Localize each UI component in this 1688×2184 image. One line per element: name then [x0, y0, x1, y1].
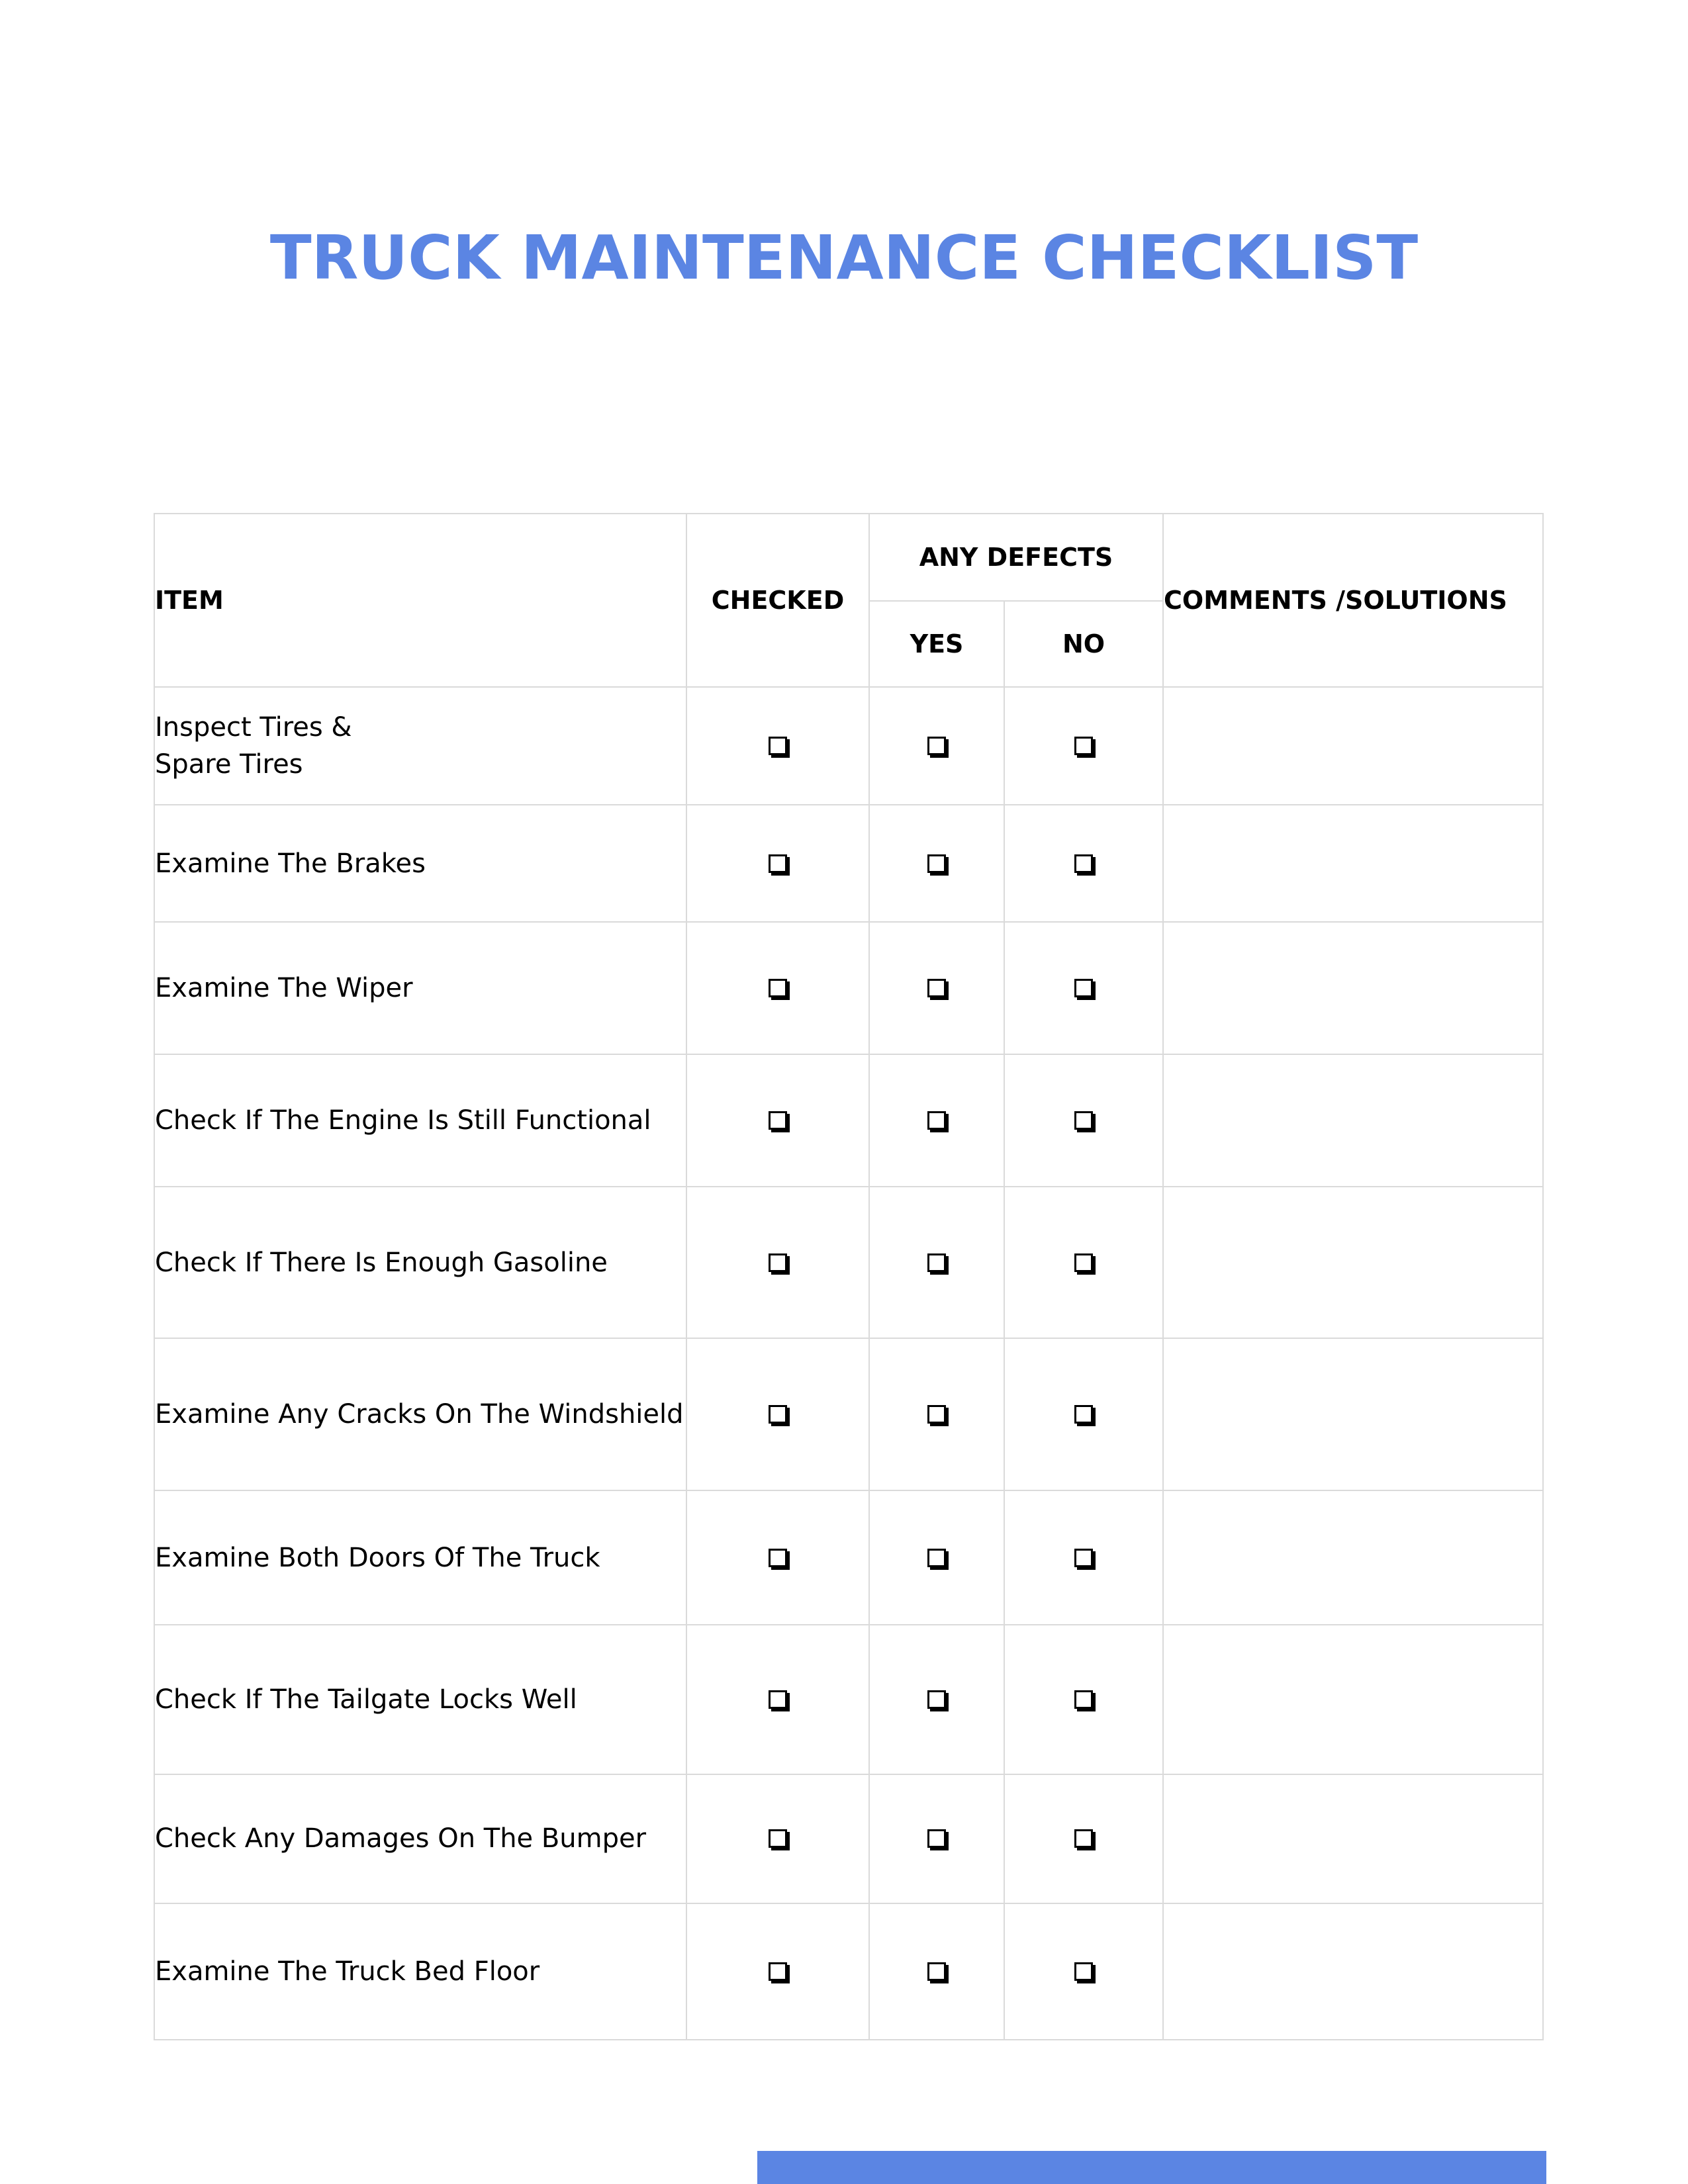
header-no: NO — [1004, 601, 1163, 687]
yes-cell — [869, 1903, 1004, 2040]
checkbox-icon[interactable] — [927, 1253, 946, 1272]
checked-cell — [686, 687, 869, 805]
checkbox-icon[interactable] — [927, 1690, 946, 1709]
comments-cell[interactable] — [1163, 1338, 1543, 1490]
comments-cell[interactable] — [1163, 1490, 1543, 1624]
checkbox-icon[interactable] — [769, 854, 787, 873]
comments-cell[interactable] — [1163, 1774, 1543, 1903]
item-cell: Examine The Brakes — [154, 805, 686, 921]
comments-cell[interactable] — [1163, 1625, 1543, 1774]
checkbox-icon[interactable] — [1074, 1253, 1093, 1272]
yes-cell — [869, 1625, 1004, 1774]
checkbox-icon[interactable] — [1074, 1829, 1093, 1848]
header-item: ITEM — [154, 514, 686, 687]
table-row — [154, 1903, 1543, 2040]
comments-cell[interactable] — [1163, 1054, 1543, 1187]
checkbox-icon[interactable] — [1074, 737, 1093, 755]
footer-accent-bar — [757, 2151, 1546, 2184]
checked-cell — [686, 1054, 869, 1187]
comments-cell[interactable] — [1163, 687, 1543, 805]
no-cell — [1004, 1490, 1163, 1624]
checked-cell — [686, 1774, 869, 1903]
checkbox-icon[interactable] — [769, 1829, 787, 1848]
comments-cell[interactable] — [1163, 922, 1543, 1054]
table-row — [154, 922, 1543, 1054]
checkbox-icon[interactable] — [927, 1111, 946, 1130]
item-cell: Inspect Tires & Spare Tires — [154, 687, 686, 805]
checkbox-icon[interactable] — [769, 737, 787, 755]
page-title: TRUCK MAINTENANCE CHECKLIST — [269, 222, 1419, 293]
checkbox-icon[interactable] — [1074, 854, 1093, 873]
no-cell — [1004, 805, 1163, 921]
checkbox-icon[interactable] — [1074, 1405, 1093, 1424]
checkbox-icon[interactable] — [1074, 979, 1093, 997]
checkbox-icon[interactable] — [769, 1405, 787, 1424]
checkbox-icon[interactable] — [927, 979, 946, 997]
item-cell: Check If The Tailgate Locks Well — [154, 1625, 686, 1774]
checked-cell — [686, 1338, 869, 1490]
header-checked: CHECKED — [686, 514, 869, 687]
no-cell — [1004, 1187, 1163, 1338]
item-cell: Examine The Wiper — [154, 922, 686, 1054]
table-row — [154, 1490, 1543, 1624]
checkbox-icon[interactable] — [769, 979, 787, 997]
table-row — [154, 1338, 1543, 1490]
checkbox-icon[interactable] — [927, 1405, 946, 1424]
checkbox-icon[interactable] — [769, 1253, 787, 1272]
header-any-defects: ANY DEFECTS — [869, 514, 1163, 601]
checklist-body — [154, 687, 1543, 2040]
item-cell: Check If The Engine Is Still Functional — [154, 1054, 686, 1187]
checkbox-icon[interactable] — [1074, 1111, 1093, 1130]
checklist-table — [154, 513, 1544, 2040]
checkbox-icon[interactable] — [927, 854, 946, 873]
checkbox-icon[interactable] — [1074, 1690, 1093, 1709]
comments-cell[interactable] — [1163, 805, 1543, 921]
checkbox-icon[interactable] — [927, 1829, 946, 1848]
item-cell: Check If There Is Enough Gasoline — [154, 1187, 686, 1338]
item-cell: Check Any Damages On The Bumper — [154, 1774, 686, 1903]
checkbox-icon[interactable] — [769, 1111, 787, 1130]
item-cell: Examine The Truck Bed Floor — [154, 1903, 686, 2040]
checkbox-icon[interactable] — [769, 1549, 787, 1567]
yes-cell — [869, 1338, 1004, 1490]
header-comments: COMMENTS /SOLUTIONS — [1163, 514, 1543, 687]
checked-cell — [686, 1903, 869, 2040]
no-cell — [1004, 1774, 1163, 1903]
yes-cell — [869, 1054, 1004, 1187]
yes-cell — [869, 1774, 1004, 1903]
yes-cell — [869, 922, 1004, 1054]
table-row — [154, 805, 1543, 921]
checkbox-icon[interactable] — [927, 1549, 946, 1567]
no-cell — [1004, 687, 1163, 805]
table-row — [154, 1774, 1543, 1903]
comments-cell[interactable] — [1163, 1903, 1543, 2040]
item-cell: Examine Both Doors Of The Truck — [154, 1490, 686, 1624]
item-cell: Examine Any Cracks On The Windshield — [154, 1338, 686, 1490]
checked-cell — [686, 805, 869, 921]
checkbox-icon[interactable] — [927, 1962, 946, 1981]
checkbox-icon[interactable] — [769, 1690, 787, 1709]
table-row — [154, 1625, 1543, 1774]
header-yes: YES — [869, 601, 1004, 687]
table-row — [154, 1054, 1543, 1187]
yes-cell — [869, 1187, 1004, 1338]
checked-cell — [686, 922, 869, 1054]
checkbox-icon[interactable] — [769, 1962, 787, 1981]
yes-cell — [869, 805, 1004, 921]
table-row — [154, 687, 1543, 805]
checkbox-icon[interactable] — [927, 737, 946, 755]
no-cell — [1004, 1054, 1163, 1187]
checked-cell — [686, 1625, 869, 1774]
no-cell — [1004, 1338, 1163, 1490]
no-cell — [1004, 1903, 1163, 2040]
checkbox-icon[interactable] — [1074, 1549, 1093, 1567]
checkbox-icon[interactable] — [1074, 1962, 1093, 1981]
comments-cell[interactable] — [1163, 1187, 1543, 1338]
checked-cell — [686, 1490, 869, 1624]
no-cell — [1004, 922, 1163, 1054]
checked-cell — [686, 1187, 869, 1338]
yes-cell — [869, 687, 1004, 805]
table-row — [154, 1187, 1543, 1338]
yes-cell — [869, 1490, 1004, 1624]
no-cell — [1004, 1625, 1163, 1774]
